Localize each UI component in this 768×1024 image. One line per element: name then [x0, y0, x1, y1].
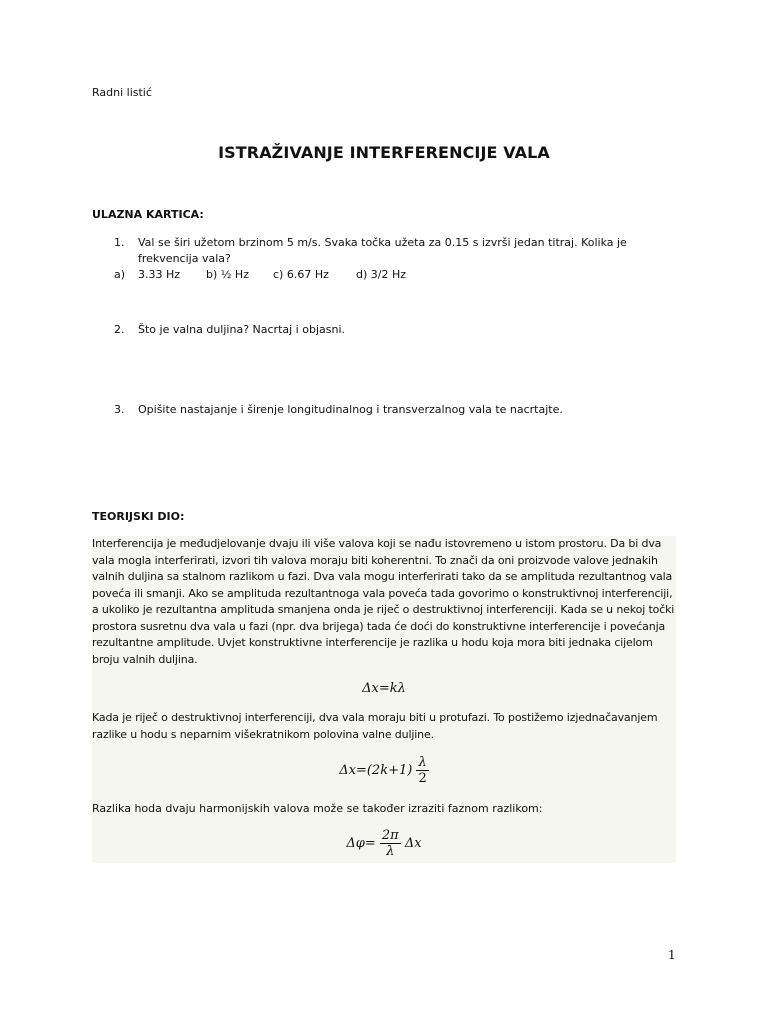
formula-text: Δx=kλ — [362, 681, 406, 696]
formula-constructive — [92, 681, 676, 696]
header-note: Radni listić — [92, 86, 152, 99]
fraction — [380, 828, 401, 859]
entry-section-heading: ULAZNA KARTICA: — [92, 208, 204, 221]
option-a: 3.33 Hz — [138, 268, 181, 281]
theory-paragraph-1: Interferencija je međudjelovanje dvaju ili više valova koji se nađu istovremeno u istom prostoru. Da bi dva vala mogla interferirati, izvori tih valova moraju biti koherentni. To znači da oni proizvode valove jednakih valnih duljina sa stalnom razlikom u fazi. Dva vala mogu interferirati tako da se amplituda rezultantnog vala poveća ili smanji. Ako se amplituda rezultantnoga vala poveća tada govorimo o konstruktivnoj interferenciji, a ukoliko je rezultantna amplituda smanjena onda je riječ o destruktivnoj interferenciji. Kada se u nekoj točki prostora susretnu dva vala u fazi (npr. dva brijega) tada će doći do konstruktivne interferencije i povećanja rezultantne amplitude. Uvjet konstruktivne interferencije je razlika u hodu koja mora biti jednaka cijelom broju valnih duljina. — [92, 537, 675, 666]
page-title: ISTRAŽIVANJE INTERFERENCIJE VALA — [218, 143, 550, 162]
question-number: 1. — [114, 236, 125, 249]
question-number: 2. — [114, 323, 125, 336]
fraction-numerator: λ — [416, 755, 428, 771]
option-marker-a: a) — [114, 268, 126, 281]
formula-destructive — [92, 755, 676, 786]
fraction-numerator: 2π — [381, 828, 399, 843]
formula-left: Δφ= — [346, 836, 376, 851]
formula-phase-difference — [92, 828, 676, 859]
theory-paragraph-2: Kada je riječ o destruktivnoj interferenciji, dva vala moraju biti u protufazi. To postižemo izjednačavanjem razlike u hodu s neparnim višekratnikom polovina valne duljine. — [92, 711, 658, 741]
formula-left: Δx=(2k+1) — [339, 763, 413, 778]
option-d: d) 3/2 Hz — [356, 268, 407, 281]
question-text: Što je valna duljina? Nacrtaj i objasni. — [138, 323, 345, 336]
answer-options — [92, 268, 492, 284]
fraction-denominator: λ — [386, 844, 395, 859]
question-1 — [92, 235, 662, 269]
option-b: b) ½ Hz — [206, 268, 249, 281]
theory-paragraph-3: Razlika hoda dvaju harmonijskih valova može se također izraziti faznom razlikom: — [92, 802, 543, 815]
fraction-denominator: 2 — [418, 771, 427, 786]
formula-right: Δx — [404, 836, 422, 851]
theory-section-heading: TEORIJSKI DIO: — [92, 510, 185, 523]
question-text: Opišite nastajanje i širenje longitudinalnog i transverzalnog vala te nacrtajte. — [138, 403, 563, 416]
option-c: c) 6.67 Hz — [273, 268, 329, 281]
question-3 — [92, 402, 662, 418]
page-number: 1 — [668, 948, 676, 962]
question-number: 3. — [114, 403, 125, 416]
question-text: Val se širi užetom brzinom 5 m/s. Svaka točka užeta za 0.15 s izvrši jedan titraj. Kolika je frekvencija vala? — [138, 236, 627, 265]
question-2 — [92, 322, 662, 338]
fraction — [416, 755, 428, 786]
